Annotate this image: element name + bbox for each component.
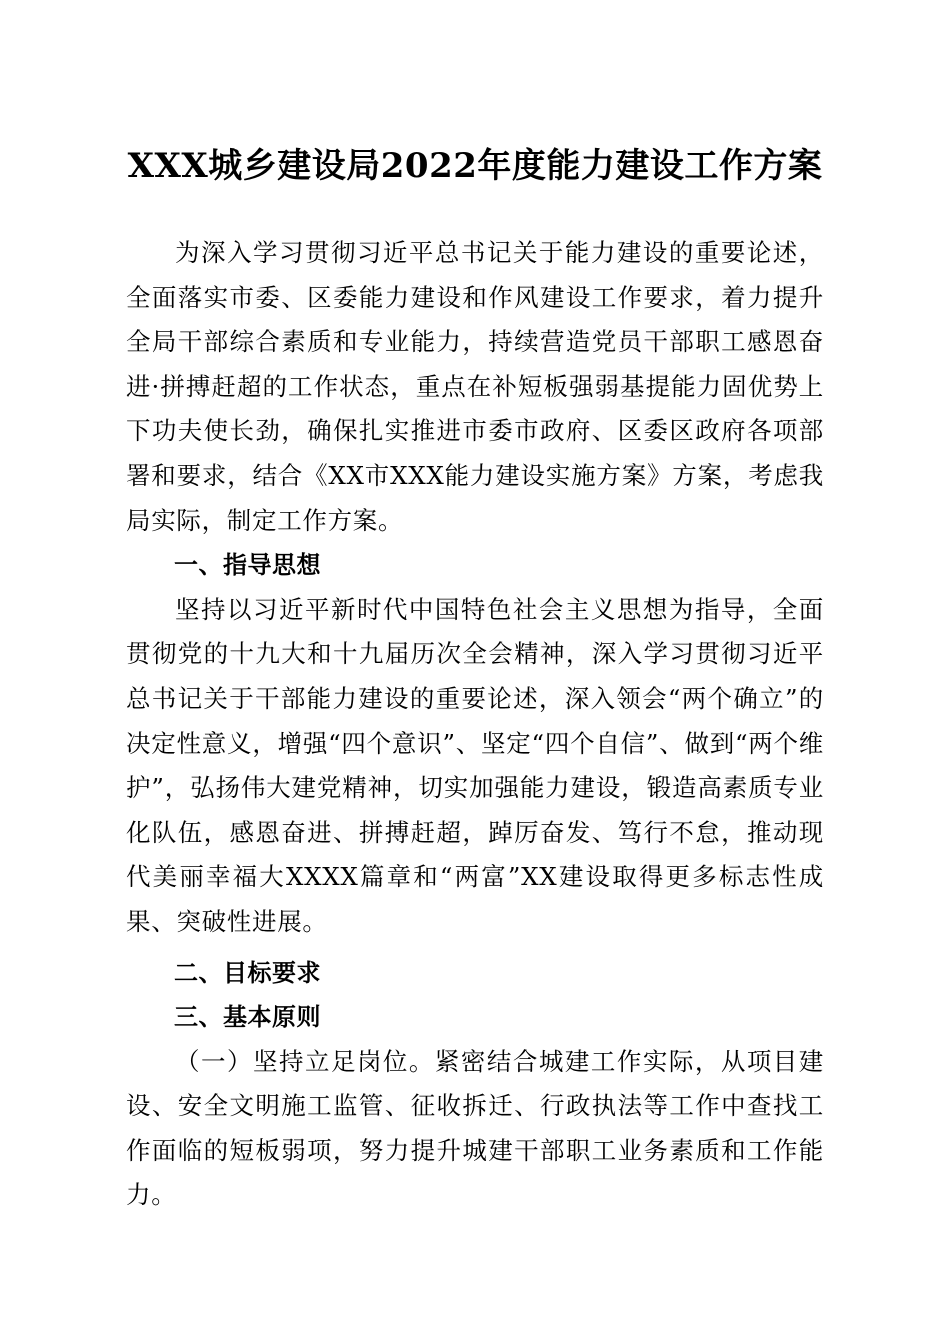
document-title: XXX城乡建设局2022年度能力建设工作方案 xyxy=(127,146,823,186)
intro-paragraph: 为深入学习贯彻习近平总书记关于能力建设的重要论述，全面落实市委、区委能力建设和作风建设工作要求，着力提升全局干部综合素质和专业能力，持续营造党员干部职工感恩奋进·拼搏赶超的工作状态，重点在补短板强弱基提能力固优势上下功夫使长劲，确保扎实推进市委市政府、区委区政府各项部署和要求，结合《XX市XXX能力建设实施方案》方案，考虑我局实际，制定工作方案。 xyxy=(126,238,824,535)
section-heading-goals: 二、目标要求 xyxy=(174,958,321,987)
section-heading-basic-principles: 三、基本原则 xyxy=(174,1003,321,1032)
section-body-guiding-ideology: 坚持以习近平新时代中国特色社会主义思想为指导，全面贯彻党的十九大和十九届历次全会精神，深入学习贯彻习近平总书记关于干部能力建设的重要论述，深入领会“两个确立”的决定性意义，增强“四个意识”、坚定“四个自信”、做到“两个维护”，弘扬伟大建党精神，切实加强能力建设，锻造高素质专业化队伍，感恩奋进、拼搏赶超，踔厉奋发、笃行不怠，推动现代美丽幸福大XXXX篇章和“两富”XX建设取得更多标志性成果、突破性进展。 xyxy=(126,594,824,936)
section-heading-guiding-ideology: 一、指导思想 xyxy=(174,551,321,580)
section-body-basic-principles: （一）坚持立足岗位。紧密结合城建工作实际，从项目建设、安全文明施工监管、征收拆迁、行政执法等工作中查找工作面临的短板弱项，努力提升城建干部职工业务素质和工作能力。 xyxy=(126,1046,824,1210)
